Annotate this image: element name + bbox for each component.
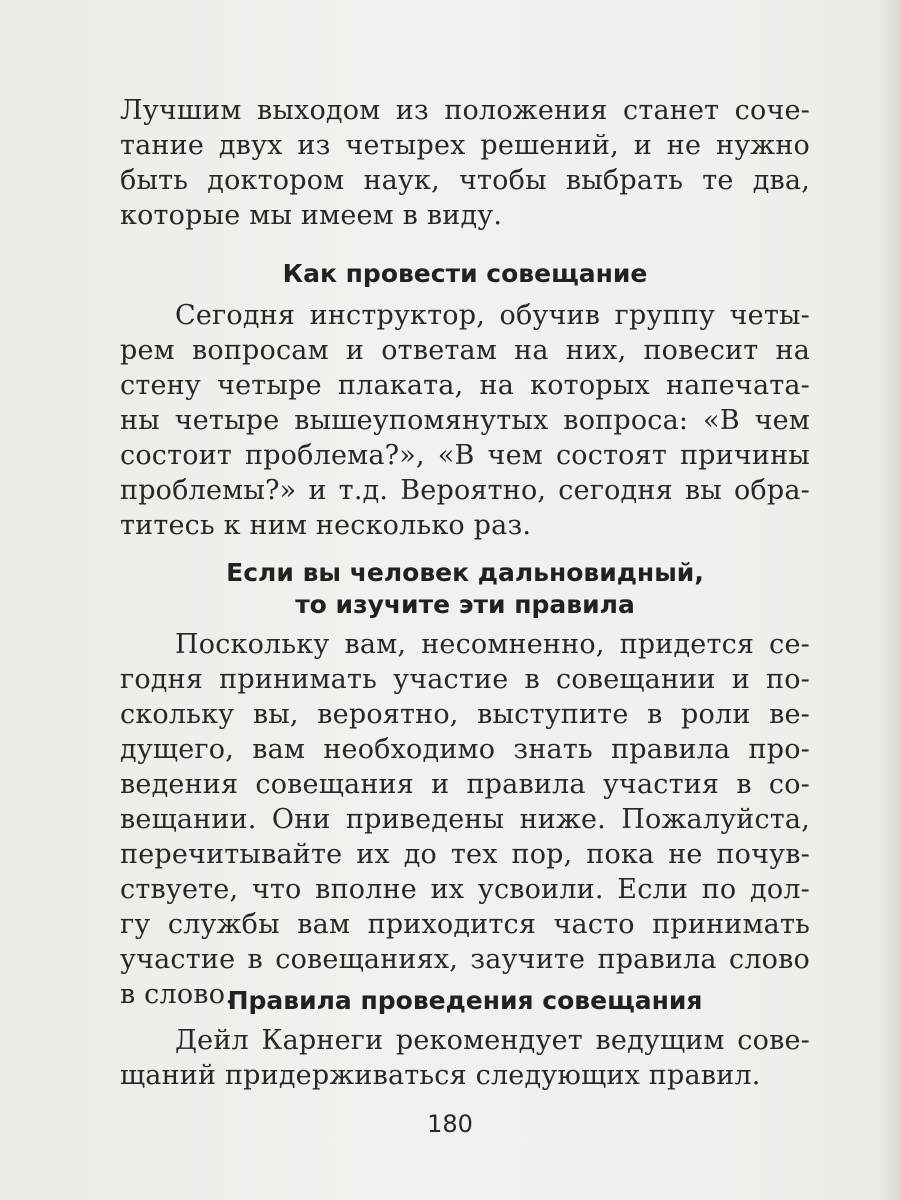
text-line: гу службы вам приходится часто принимать [120,909,810,940]
section-heading-rules-line-2: то изучите эти правила [295,590,635,619]
text-line: быть доктором наук, чтобы выбрать те два, [120,165,810,196]
text-line: ствуете, что вполне их усвоили. Если по дол- [120,874,810,905]
text-line: титесь к ним несколько раз. [120,510,532,541]
text-line: в слово. [120,979,234,1010]
page-number: 180 [427,1110,473,1138]
text-line: перечитывайте их до тех пор, пока не почув- [120,839,810,870]
text-line: дущего, вам необходимо знать правила про- [120,734,810,765]
text-line: скольку вы, вероятно, выступите в роли ве- [120,699,810,730]
text-line: годня принимать участие в совещании и по- [120,664,810,695]
text-line: Дейл Карнеги рекомендует ведущим сове- [175,1025,810,1056]
page-edge-shadow [878,0,900,1200]
text-line: Поскольку вам, несомненно, придется се- [175,629,810,660]
text-line: ны четыре вышеупомянутых вопроса: «В чем [120,405,810,436]
text-line: Сегодня инструктор, обучив группу четы- [175,300,810,331]
text-line: ведения совещания и правила участия в со- [120,769,810,800]
text-line: рем вопросам и ответам на них, повесит на [120,335,810,366]
text-line: стену четыре плаката, на которых напечата- [120,370,810,401]
paragraph-intro [120,93,810,233]
text-line: проблемы?» и т.д. Вероятно, сегодня вы обра- [120,475,810,506]
paragraph-carnegie [120,1023,810,1093]
section-heading-meeting: Как провести совещание [282,259,648,288]
paragraph-participation [120,627,810,1012]
text-line: щаний придерживаться следующих правил. [120,1060,761,1091]
text-line: которые мы имеем в виду. [120,200,503,231]
text-line: состоит проблема?», «В чем состоят причины [120,440,810,471]
text-line: Лучшим выходом из положения станет соче- [120,95,810,126]
text-line: вещании. Они приведены ниже. Пожалуйста, [120,804,810,835]
paragraph-instructor [120,298,810,543]
text-line: тание двух из четырех решений, и не нужно [120,130,810,161]
section-heading-meeting-rules: Правила проведения совещания [227,986,703,1015]
section-heading-rules-line-1: Если вы человек дальновидный, [226,558,704,587]
text-line: участие в совещаниях, заучите правила слово [120,944,810,975]
